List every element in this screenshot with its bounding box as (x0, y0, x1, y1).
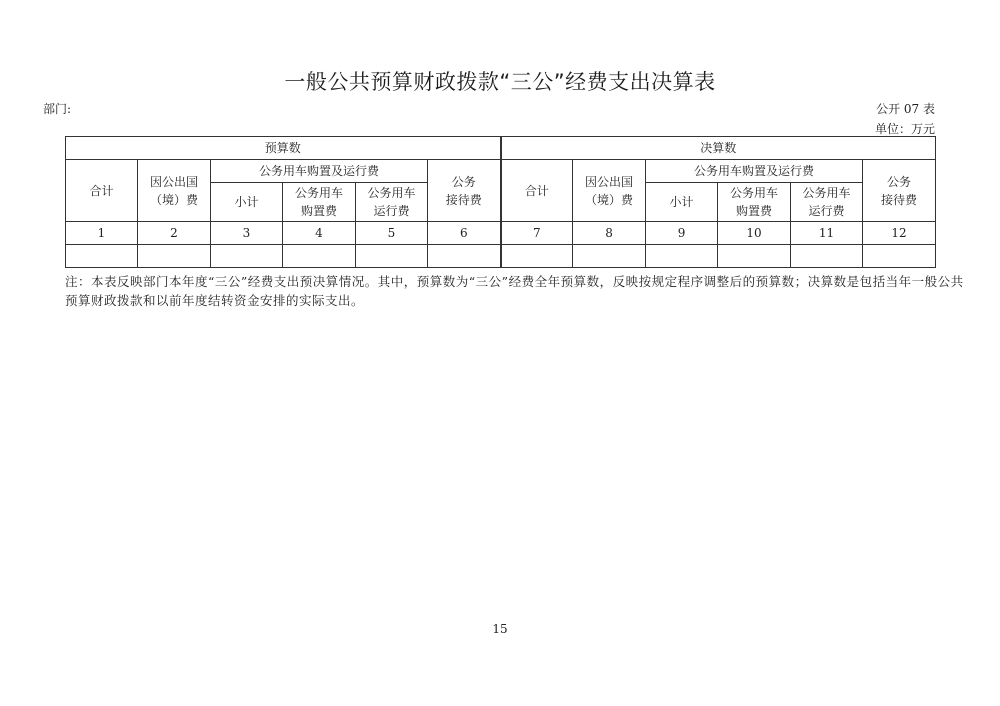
table-cell (646, 245, 718, 268)
budget-overseas-header: 因公出国 （境）费 (138, 160, 211, 222)
final-vehicle-group-header: 公务用车购置及运行费 (646, 160, 863, 183)
column-number: 1 (66, 222, 138, 245)
table-cell (211, 245, 283, 268)
final-header: 决算数 (501, 137, 936, 160)
budget-subtotal-header: 小计 (211, 183, 283, 222)
column-number: 12 (863, 222, 936, 245)
budget-vehicle-operation-header: 公务用车 运行费 (356, 183, 428, 222)
column-number: 10 (718, 222, 791, 245)
table-row (66, 245, 936, 268)
column-number: 5 (356, 222, 428, 245)
table-cell (283, 245, 356, 268)
column-number: 2 (138, 222, 211, 245)
table-cell (863, 245, 936, 268)
column-number: 11 (791, 222, 863, 245)
column-number: 7 (501, 222, 573, 245)
table-note: 注：本表反映部门本年度“三公”经费支出预决算情况。其中，预算数为“三公”经费全年预算数，反映按规定程序调整后的预算数；决算数是包括当年一般公共预算财政拨款和以前年度结转资金安排的实际支出。 (65, 274, 964, 308)
table-cell (501, 245, 573, 268)
column-number: 8 (573, 222, 646, 245)
budget-header: 预算数 (66, 137, 501, 160)
table-cell (66, 245, 138, 268)
budget-total-header: 合计 (66, 160, 138, 222)
final-total-header: 合计 (501, 160, 573, 222)
page-title: 一般公共预算财政拨款“三公”经费支出决算表 (284, 70, 716, 94)
final-vehicle-purchase-header: 公务用车 购置费 (718, 183, 791, 222)
column-number: 4 (283, 222, 356, 245)
budget-vehicle-purchase-header: 公务用车 购置费 (283, 183, 356, 222)
table-cell (356, 245, 428, 268)
table-cell (718, 245, 791, 268)
final-vehicle-operation-header: 公务用车 运行费 (791, 183, 863, 222)
department-label: 部门: (43, 102, 72, 116)
three-public-expenses-table (65, 136, 936, 268)
column-number: 9 (646, 222, 718, 245)
budget-reception-header: 公务 接待费 (428, 160, 501, 222)
table-cell (791, 245, 863, 268)
final-overseas-header: 因公出国 （境）费 (573, 160, 646, 222)
final-subtotal-header: 小计 (646, 183, 718, 222)
unit-label: 单位：万元 (874, 122, 935, 136)
form-number: 公开 07 表 (876, 102, 935, 116)
page-number: 15 (492, 622, 508, 636)
column-number: 3 (211, 222, 283, 245)
budget-vehicle-group-header: 公务用车购置及运行费 (211, 160, 428, 183)
table-cell (428, 245, 501, 268)
column-number: 6 (428, 222, 501, 245)
table-cell (138, 245, 211, 268)
table-cell (573, 245, 646, 268)
column-number-row (66, 222, 936, 245)
final-reception-header: 公务 接待费 (863, 160, 936, 222)
